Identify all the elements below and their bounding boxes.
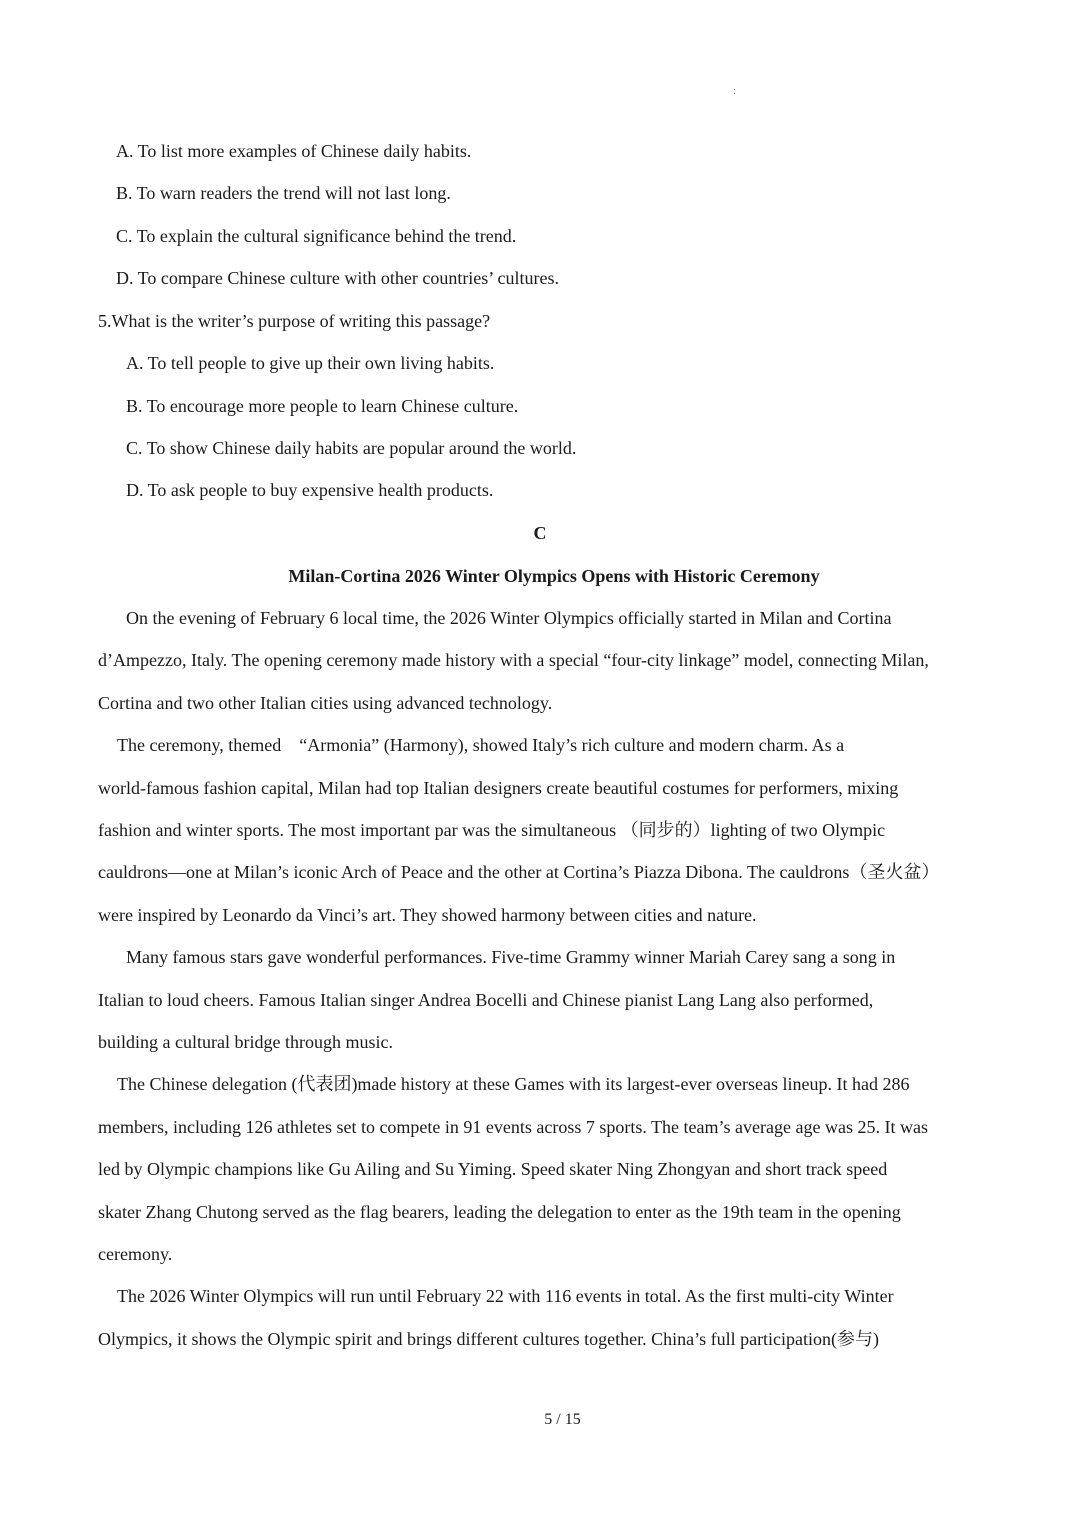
article-line: fashion and winter sports. The most important par was the simultaneous （同步的）lighting of two Olympic <box>98 820 886 840</box>
q5-option-c: C. To show Chinese daily habits are popular around the world. <box>126 438 577 458</box>
article-line: led by Olympic champions like Gu Ailing and Su Yiming. Speed skater Ning Zhongyan and short track speed <box>98 1159 888 1179</box>
article-line: The Chinese delegation (代表团)made history at these Games with its largest-ever overseas lineup. It had 286 <box>117 1074 910 1094</box>
q5-option-a: A. To tell people to give up their own living habits. <box>126 353 495 373</box>
article-line: Many famous stars gave wonderful performances. Five-time Grammy winner Mariah Carey sang a song in <box>126 947 896 967</box>
article-line: The 2026 Winter Olympics will run until February 22 with 116 events in total. As the first multi-city Winter <box>117 1286 894 1306</box>
article-line: ceremony. <box>98 1244 173 1264</box>
article-line: cauldrons—one at Milan’s iconic Arch of Peace and the other at Cortina’s Piazza Dibona. The cauldrons（圣火盆） <box>98 862 940 882</box>
q5-option-d: D. To ask people to buy expensive health products. <box>126 480 494 500</box>
q5-option-b: B. To encourage more people to learn Chinese culture. <box>126 396 519 416</box>
article-line: were inspired by Leonardo da Vinci’s art. They showed harmony between cities and nature. <box>98 905 757 925</box>
q4-option-c: C. To explain the cultural significance behind the trend. <box>116 226 517 246</box>
article-line: world-famous fashion capital, Milan had top Italian designers create beautiful costumes for performers, mixing <box>98 778 899 798</box>
article-line: Olympics, it shows the Olympic spirit and brings different cultures together. China’s full participation(参与) <box>98 1329 880 1349</box>
article-line: building a cultural bridge through music. <box>98 1032 393 1052</box>
q4-option-d: D. To compare Chinese culture with other countries’ cultures. <box>116 268 559 288</box>
article-line: On the evening of February 6 local time, the 2026 Winter Olympics officially started in Milan and Cortina <box>126 608 892 628</box>
article-line: skater Zhang Chutong served as the flag bearers, leading the delegation to enter as the 19th team in the opening <box>98 1202 901 1222</box>
article-line: d’Ampezzo, Italy. The opening ceremony made history with a special “four-city linkage” model, connecting Milan, <box>98 650 929 670</box>
section-letter: C <box>533 523 547 543</box>
article-line: members, including 126 athletes set to compete in 91 events across 7 sports. The team’s average age was 25. It was <box>98 1117 928 1137</box>
margin-mark: : <box>733 86 736 97</box>
q4-option-b: B. To warn readers the trend will not last long. <box>116 183 451 203</box>
article-line: The ceremony, themed “Armonia” (Harmony), showed Italy’s rich culture and modern charm. As a <box>117 735 845 755</box>
article-title: Milan-Cortina 2026 Winter Olympics Opens with Historic Ceremony <box>288 566 820 586</box>
article-line: Italian to loud cheers. Famous Italian singer Andrea Bocelli and Chinese pianist Lang Lang also performed, <box>98 990 874 1010</box>
article-line: Cortina and two other Italian cities using advanced technology. <box>98 693 553 713</box>
q5-question: 5.What is the writer’s purpose of writing this passage? <box>98 311 491 331</box>
q4-option-a: A. To list more examples of Chinese daily habits. <box>116 141 472 161</box>
page-number: 5 / 15 <box>544 1411 581 1428</box>
